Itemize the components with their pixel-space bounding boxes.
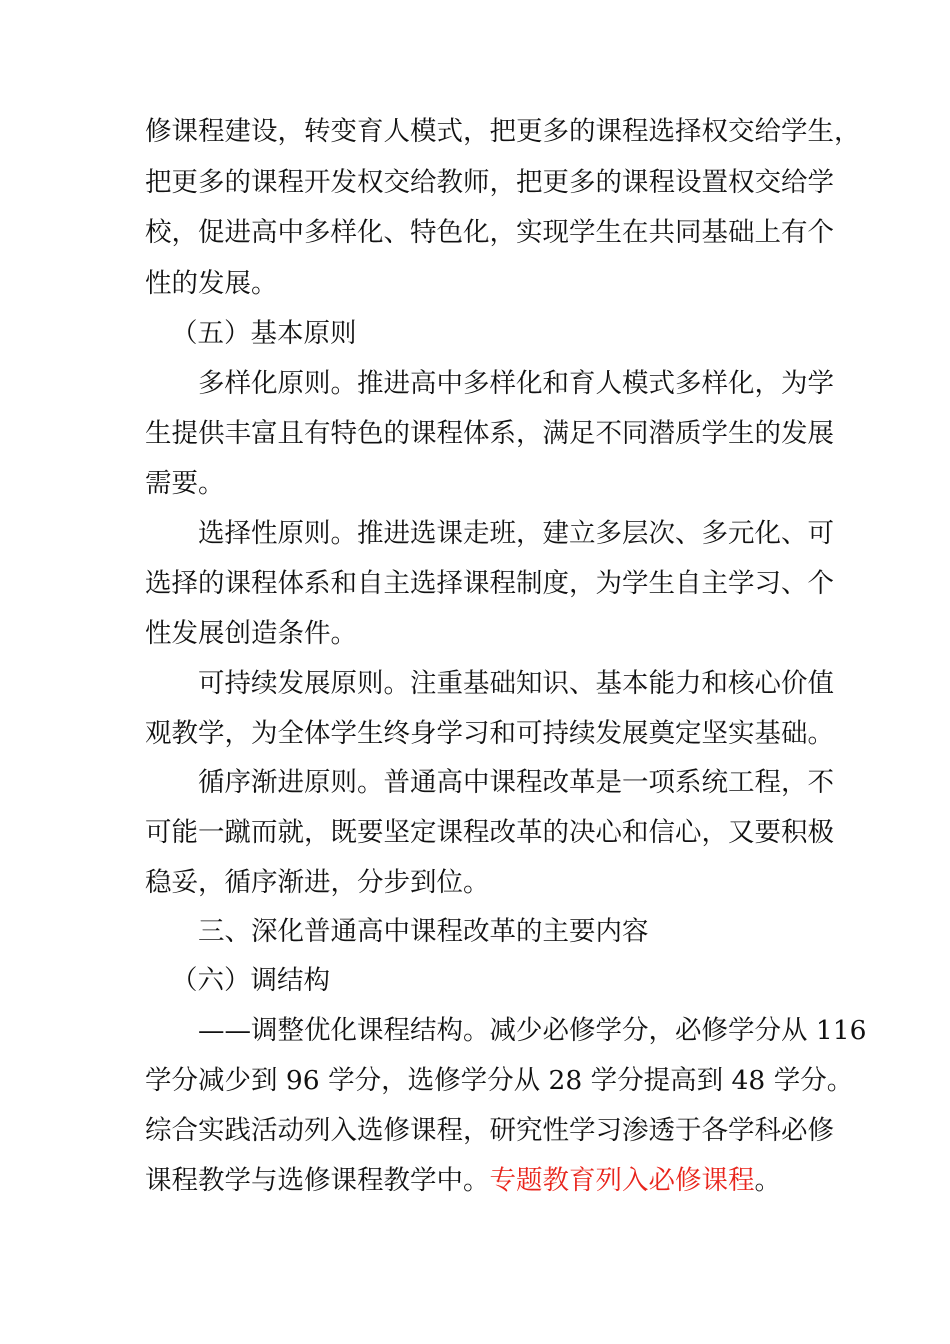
- text-line: 生提供丰富且有特色的课程体系，满足不同潜质学生的发展: [145, 418, 834, 449]
- text-line: 多样化原则。推进高中多样化和育人模式多样化，为学: [198, 368, 834, 399]
- text-line: 循序渐进原则。普通高中课程改革是一项系统工程，不: [198, 767, 834, 798]
- text-line: 观教学，为全体学生终身学习和可持续发展奠定坚实基础。: [145, 718, 834, 749]
- final-period: 。: [754, 1165, 781, 1196]
- text-line: 可能一蹴而就，既要坚定课程改革的决心和信心，又要积极: [145, 817, 834, 848]
- section-heading: （六）调结构: [171, 965, 330, 996]
- text-line: 性发展创造条件。: [145, 618, 357, 649]
- text-line: 综合实践活动列入选修课程，研究性学习渗透于各学科必修: [145, 1115, 834, 1146]
- section-heading: （五）基本原则: [171, 318, 357, 349]
- text-line: 学分减少到 96 学分，选修学分从 28 学分提高到 48 学分。: [145, 1065, 854, 1096]
- text-line: 可持续发展原则。注重基础知识、基本能力和核心价值: [198, 668, 834, 699]
- section-heading: 三、深化普通高中课程改革的主要内容: [198, 916, 649, 947]
- text-line: 选择的课程体系和自主选择课程制度，为学生自主学习、个: [145, 568, 834, 599]
- text-line: 需要。: [145, 468, 225, 499]
- text-segment: 课程教学与选修课程教学中。: [145, 1165, 490, 1196]
- text-line: 选择性原则。推进选课走班，建立多层次、多元化、可: [198, 518, 834, 549]
- text-line: ——调整优化课程结构。减少必修学分，必修学分从 116: [198, 1015, 867, 1046]
- text-line: 修课程建设，转变育人模式，把更多的课程选择权交给学生，: [145, 116, 861, 147]
- text-line: 把更多的课程开发权交给教师，把更多的课程设置权交给学: [145, 167, 834, 198]
- text-line: 稳妥，循序渐进，分步到位。: [145, 867, 490, 898]
- text-line: 校，促进高中多样化、特色化，实现学生在共同基础上有个: [145, 217, 834, 248]
- text-line: 性的发展。: [145, 268, 278, 299]
- text-line-final: [145, 1161, 810, 1201]
- highlighted-text: 专题教育列入必修课程: [489, 1165, 755, 1196]
